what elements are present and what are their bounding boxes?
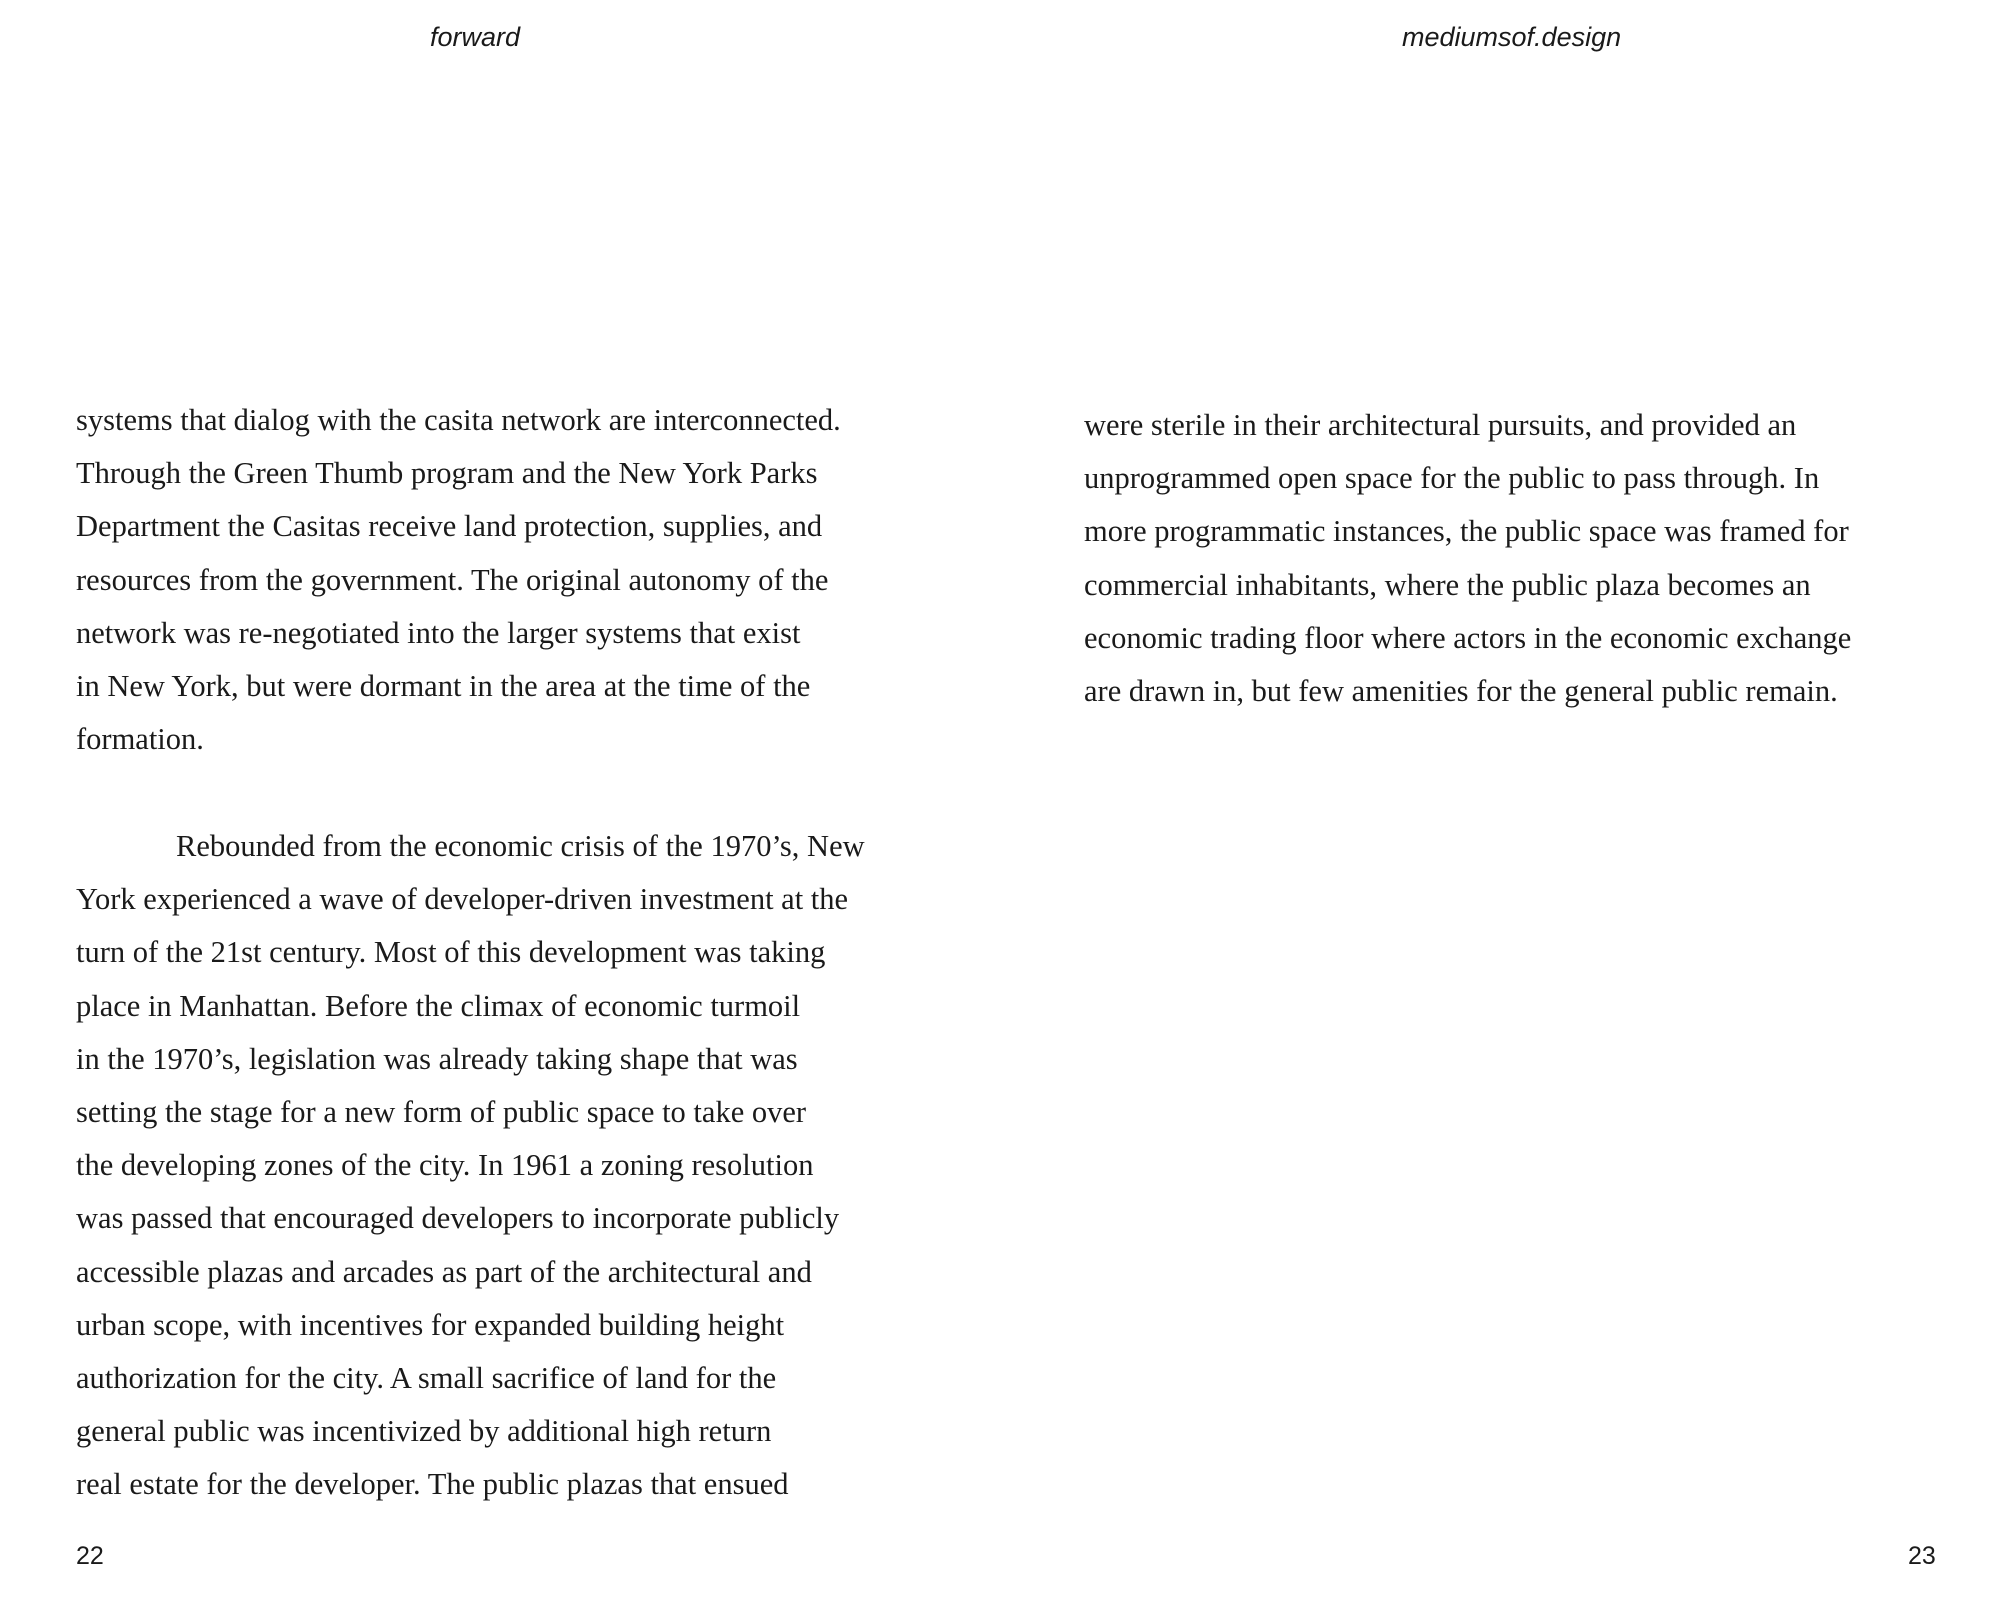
left-page-number: 22 bbox=[76, 1542, 104, 1570]
text-line: York experienced a wave of developer-driven investment at the bbox=[76, 882, 849, 917]
text-line: in New York, but were dormant in the area at the time of the bbox=[76, 669, 811, 704]
text-line: commercial inhabitants, where the public plaza becomes an bbox=[1084, 567, 1811, 602]
text-line: urban scope, with incentives for expanded building height bbox=[76, 1307, 785, 1342]
text-line: Department the Casitas receive land protection, supplies, and bbox=[76, 509, 823, 544]
text-line: setting the stage for a new form of public space to take over bbox=[76, 1095, 807, 1130]
text-line: place in Manhattan. Before the climax of economic turmoil bbox=[76, 988, 801, 1023]
text-line: resources from the government. The original autonomy of the bbox=[76, 562, 829, 597]
right-running-head: mediumsof.design bbox=[1402, 22, 1622, 52]
left-paragraph-2 bbox=[76, 820, 956, 1512]
text-line: formation. bbox=[76, 722, 204, 757]
text-line: Rebounded from the economic crisis of the 1970’s, New bbox=[176, 829, 865, 863]
text-line: network was re-negotiated into the larger systems that exist bbox=[76, 615, 801, 650]
text-line: more programmatic instances, the public space was framed for bbox=[1084, 514, 1849, 549]
text-line: real estate for the developer. The public plazas that ensued bbox=[76, 1467, 789, 1502]
right-page-number: 23 bbox=[1908, 1542, 1936, 1570]
left-paragraph-1 bbox=[76, 394, 956, 766]
text-line: was passed that encouraged developers to incorporate publicly bbox=[76, 1201, 840, 1236]
text-line: the developing zones of the city. In 1961 a zoning resolution bbox=[76, 1148, 814, 1183]
text-line: economic trading floor where actors in the economic exchange bbox=[1084, 620, 1852, 655]
left-running-head: forward bbox=[430, 22, 521, 52]
text-line: Through the Green Thumb program and the New York Parks bbox=[76, 456, 818, 491]
text-line: accessible plazas and arcades as part of the architectural and bbox=[76, 1254, 812, 1289]
right-paragraph-1 bbox=[1084, 399, 1984, 718]
text-line: were sterile in their architectural pursuits, and provided an bbox=[1084, 408, 1797, 442]
text-line: systems that dialog with the casita network are interconnected. bbox=[76, 403, 841, 437]
right-page bbox=[1000, 0, 2000, 1600]
text-line: authorization for the city. A small sacrifice of land for the bbox=[76, 1361, 777, 1396]
text-line: are drawn in, but few amenities for the general public remain. bbox=[1084, 674, 1838, 709]
text-line: turn of the 21st century. Most of this development was taking bbox=[76, 935, 826, 970]
text-line: unprogrammed open space for the public to pass through. In bbox=[1084, 461, 1820, 496]
text-line: in the 1970’s, legislation was already taking shape that was bbox=[76, 1041, 798, 1076]
text-line: general public was incentivized by additional high return bbox=[76, 1414, 772, 1449]
